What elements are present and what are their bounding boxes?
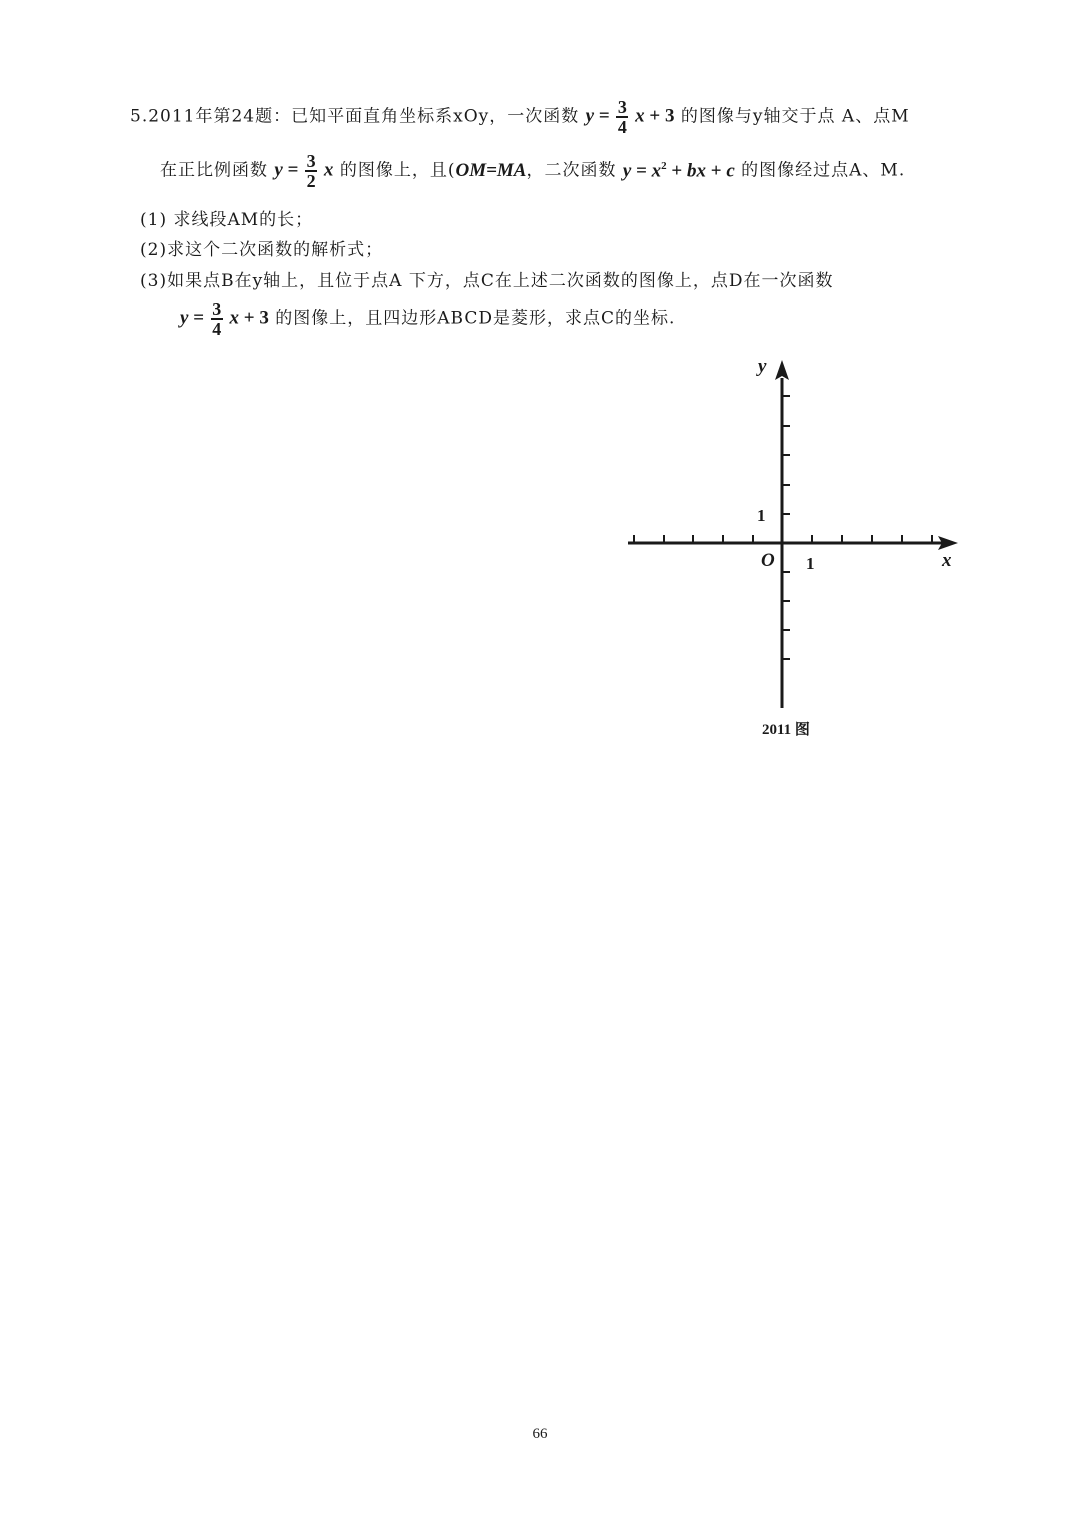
part-2: (2)求这个二次函数的解析式； — [140, 240, 384, 260]
fraction-three-halves: $\frac{3}{2}$ — [306, 151, 316, 191]
y-axis-arrow — [775, 360, 789, 380]
part-3: (3)如果点B在y轴上，且位于点A 下方，点C在上述二次函数的图像上，点D在一次函数 — [140, 271, 834, 291]
problem-intro: 5.2011年第24题：已知平面直角坐标系xOy，一次函数 — [130, 106, 580, 127]
x-axis-label: x — [942, 550, 952, 571]
part-1: (1) 求线段AM的长； — [140, 210, 314, 230]
problem-line-1 — [130, 98, 910, 136]
proportional-function-formula: y = $\frac{3}{2}$ x — [274, 151, 334, 191]
problem-line1-tail: 的图像与y轴交于点 A、点M — [680, 106, 910, 127]
figure-caption: 2011 图 — [762, 722, 810, 738]
part-3-line-2: y = $\frac{3}{4}$ x + 3 的图像上，且四边形ABCD是菱形，求点C的坐标. — [180, 299, 676, 339]
y-unit-label: 1 — [757, 506, 766, 525]
page-number: 66 — [532, 1426, 548, 1442]
coordinate-system-figure — [620, 350, 965, 745]
fraction-three-quarters: $\frac{3}{4}$ — [212, 299, 222, 339]
y-axis-label: y — [758, 356, 767, 377]
linear-function-formula-repeat: y = $\frac{3}{4}$ x + 3 — [180, 299, 269, 339]
x-unit-label: 1 — [806, 554, 815, 573]
linear-function-formula: y = $\frac{3}{4}$ x + 3 — [585, 97, 675, 137]
origin-label: O — [761, 550, 775, 571]
quadratic-function-formula: $y = x^2$ + bx + c — [622, 159, 735, 182]
condition-om-ma: OM=MA — [455, 160, 527, 181]
fraction-three-quarters: $\frac{3}{4}$ — [617, 97, 627, 137]
problem-line-2: 在正比例函数 y = $\frac{3}{2}$ x 的图像上，且(OM=MA，二次函数 $y = x^2$ + bx + c 的图像经过点A、M. — [160, 151, 906, 191]
